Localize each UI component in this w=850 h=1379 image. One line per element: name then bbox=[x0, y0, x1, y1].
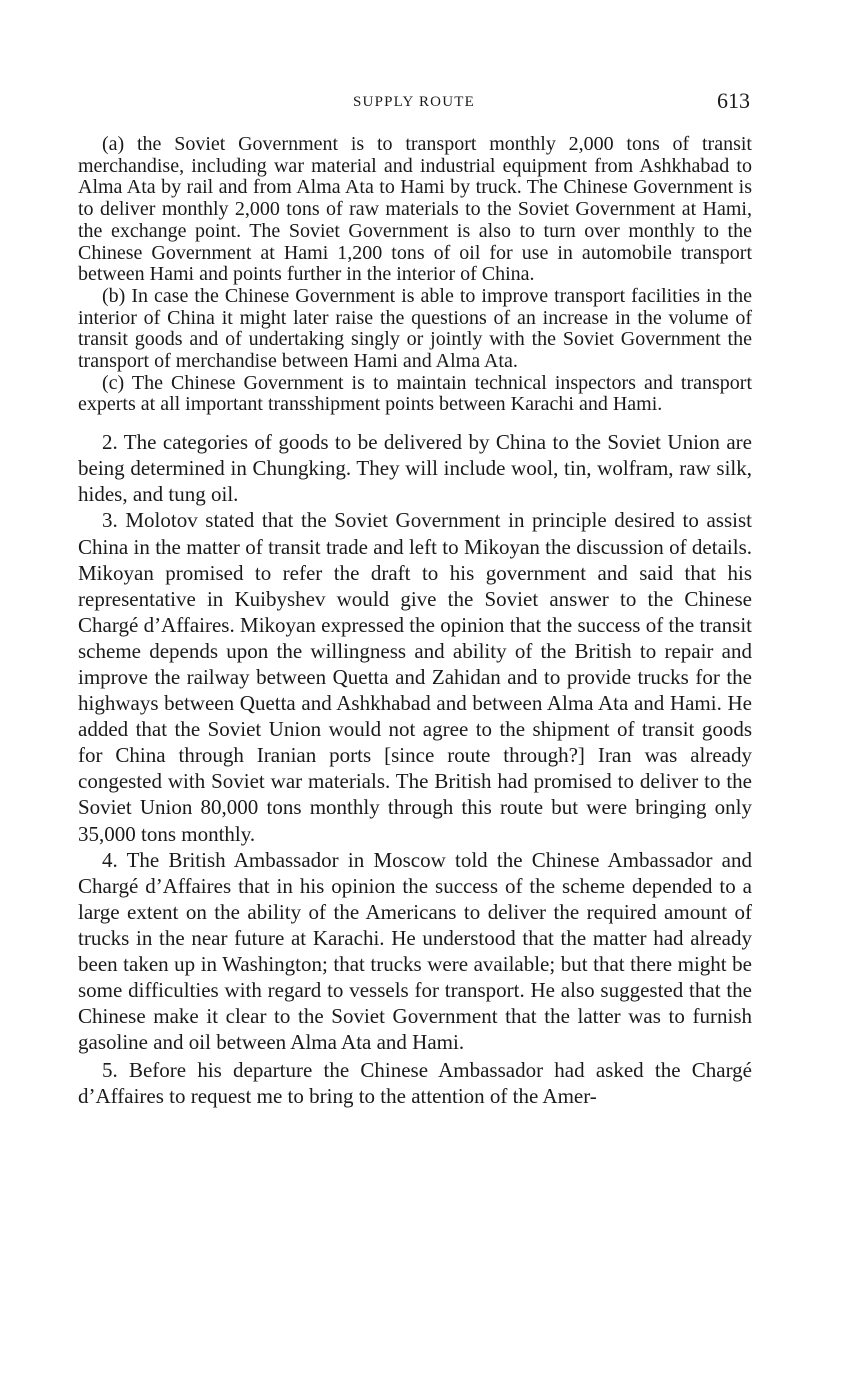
paragraph-3: 3. Molotov stated that the Soviet Government in principle desired to assist China in the matter of transit trade and left to Mikoyan the discussion of details. Mikoyan promised to refer the draft to his government and said that his representative in Kuibyshev would give the Soviet answer to the Chinese Chargé d’Affaires. Mikoyan expressed the opinion that the success of the transit scheme depends upon the willingness and ability of the British to repair and improve the railway between Quetta and Zahidan and to provide trucks for the highways between Quetta and Ashkhabad and between Alma Ata and Hami. He added that the Soviet Union would not agree to the shipment of transit goods for China through Iranian ports [since route through?] Iran was already congested with Soviet war materials. The British had promised to deliver to the Soviet Union 80,000 tons monthly through this route but were bringing only 35,000 tons monthly. bbox=[78, 508, 752, 846]
paragraph-2: 2. The categories of goods to be delivered by China to the Soviet Union are being determined in Chungking. They will include wool, tin, wolfram, raw silk, hides, and tung oil. bbox=[78, 430, 752, 507]
point-b: (b) In case the Chinese Government is able to improve transport facilities in the interior of China it might later raise the questions of an increase in the volume of transit goods and of undertaking singly or jointly with the Soviet Government the transport of merchandise between Hami and Alma Ata. bbox=[78, 284, 752, 373]
numbered-paragraphs bbox=[78, 429, 752, 1109]
page-number: 613 bbox=[717, 88, 750, 113]
page-header bbox=[78, 88, 750, 118]
quoted-draft-points bbox=[78, 134, 752, 416]
point-c: (c) The Chinese Government is to maintain technical inspectors and transport experts at all important transshipment points between Karachi and Hami. bbox=[78, 371, 752, 416]
page-body bbox=[78, 134, 752, 1110]
point-a: (a) the Soviet Government is to transport monthly 2,000 tons of transit merchandise, including war material and industrial equipment from Ashkhabad to Alma Ata by rail and from Alma Ata to Hami by truck. The Chinese Government is to deliver monthly 2,000 tons of raw materials to the Soviet Government at Hami, the exchange point. The Soviet Government is also to turn over monthly to the Chinese Government at Hami 1,200 tons of oil for use in automobile transport between Hami and points further in the interior of China. bbox=[78, 133, 752, 286]
paragraph-4: 4. The British Ambassador in Moscow told the Chinese Ambassador and Chargé d’Affaires that in his opinion the success of the scheme depended to a large extent on the ability of the Americans to deliver the required amount of trucks in the near future at Karachi. He understood that the matter had already been taken up in Washington; that trucks were available; but that there might be some difficulties with regard to vessels for transport. He also suggested that the Chinese make it clear to the Soviet Government that the latter was to furnish gasoline and oil between Alma Ata and Hami. bbox=[78, 847, 752, 1055]
paragraph-5: 5. Before his departure the Chinese Ambassador had asked the Chargé d’Affaires to request me to bring to the attention of the Amer- bbox=[78, 1058, 752, 1109]
running-head: SUPPLY ROUTE bbox=[353, 94, 475, 110]
